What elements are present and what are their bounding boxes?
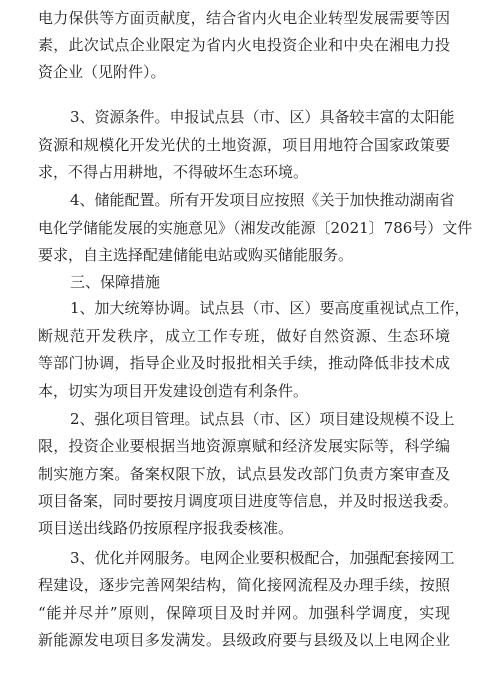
text-line: 电力保供等方面贡献度，结合省内火电企业转型发展需要等因	[38, 9, 450, 27]
text-line: 项目备案，同时要按月调度项目进度等信息，并及时报送我委。	[38, 492, 459, 510]
text-line: 1、加大统筹协调。试点县（市、区）要高度重视试点工作，	[70, 299, 470, 317]
section-heading: 三、保障措施	[70, 273, 161, 291]
text-line: 本，切实为项目开发建设创造有利条件。	[38, 382, 309, 400]
text-line: 制实施方案。备案权限下放，试点县发改部门负责方案审查及	[38, 465, 450, 483]
text-line: 要求，自主选择配建储能电站或购买储能服务。	[38, 246, 354, 264]
text-line: 2、强化项目管理。试点县（市、区）项目建设规模不设上	[70, 410, 455, 428]
text-line: 3、优化并网服务。电网企业要积极配合，加强配套接网工	[70, 549, 455, 567]
text-line: 限，投资企业要根据当地资源禀赋和经济发展实际等，科学编	[38, 437, 450, 455]
text-line: 资企业（见附件）。	[38, 63, 166, 81]
text-line: 程建设，逐步完善网架结构，简化接网流程及办理手续，按照	[38, 576, 450, 594]
text-line: 3、资源条件。申报试点县（市、区）具备较丰富的太阳能	[70, 108, 455, 126]
text-line: 求，不得占用耕地，不得破坏生态环境。	[38, 163, 309, 181]
text-line: “能并尽并”原则，保障项目及时并网。加强科学调度，实现	[38, 604, 450, 622]
text-line: 资源和规模化开发光伏的土地资源，项目用地符合国家政策要	[38, 136, 450, 154]
text-line: 断规范开发秩序，成立工作专班，做好自然资源、生态环境	[38, 327, 450, 345]
text-line: 新能源发电项目多发满发。县级政府要与县级及以上电网企业	[38, 631, 450, 649]
text-line: 项目送出线路仍按原程序报我委核准。	[38, 519, 294, 537]
text-line: 等部门协调，指导企业及时报批相关手续，推动降低非技术成	[38, 354, 450, 372]
text-line: 4、储能配置。所有开发项目应按照《关于加快推动湖南省	[70, 191, 455, 209]
text-line: 电化学储能发展的实施意见》（湘发改能源〔2021〕786号）文件	[38, 219, 473, 237]
text-line: 素，此次试点企业限定为省内火电投资企业和中央在湘电力投	[38, 36, 450, 54]
